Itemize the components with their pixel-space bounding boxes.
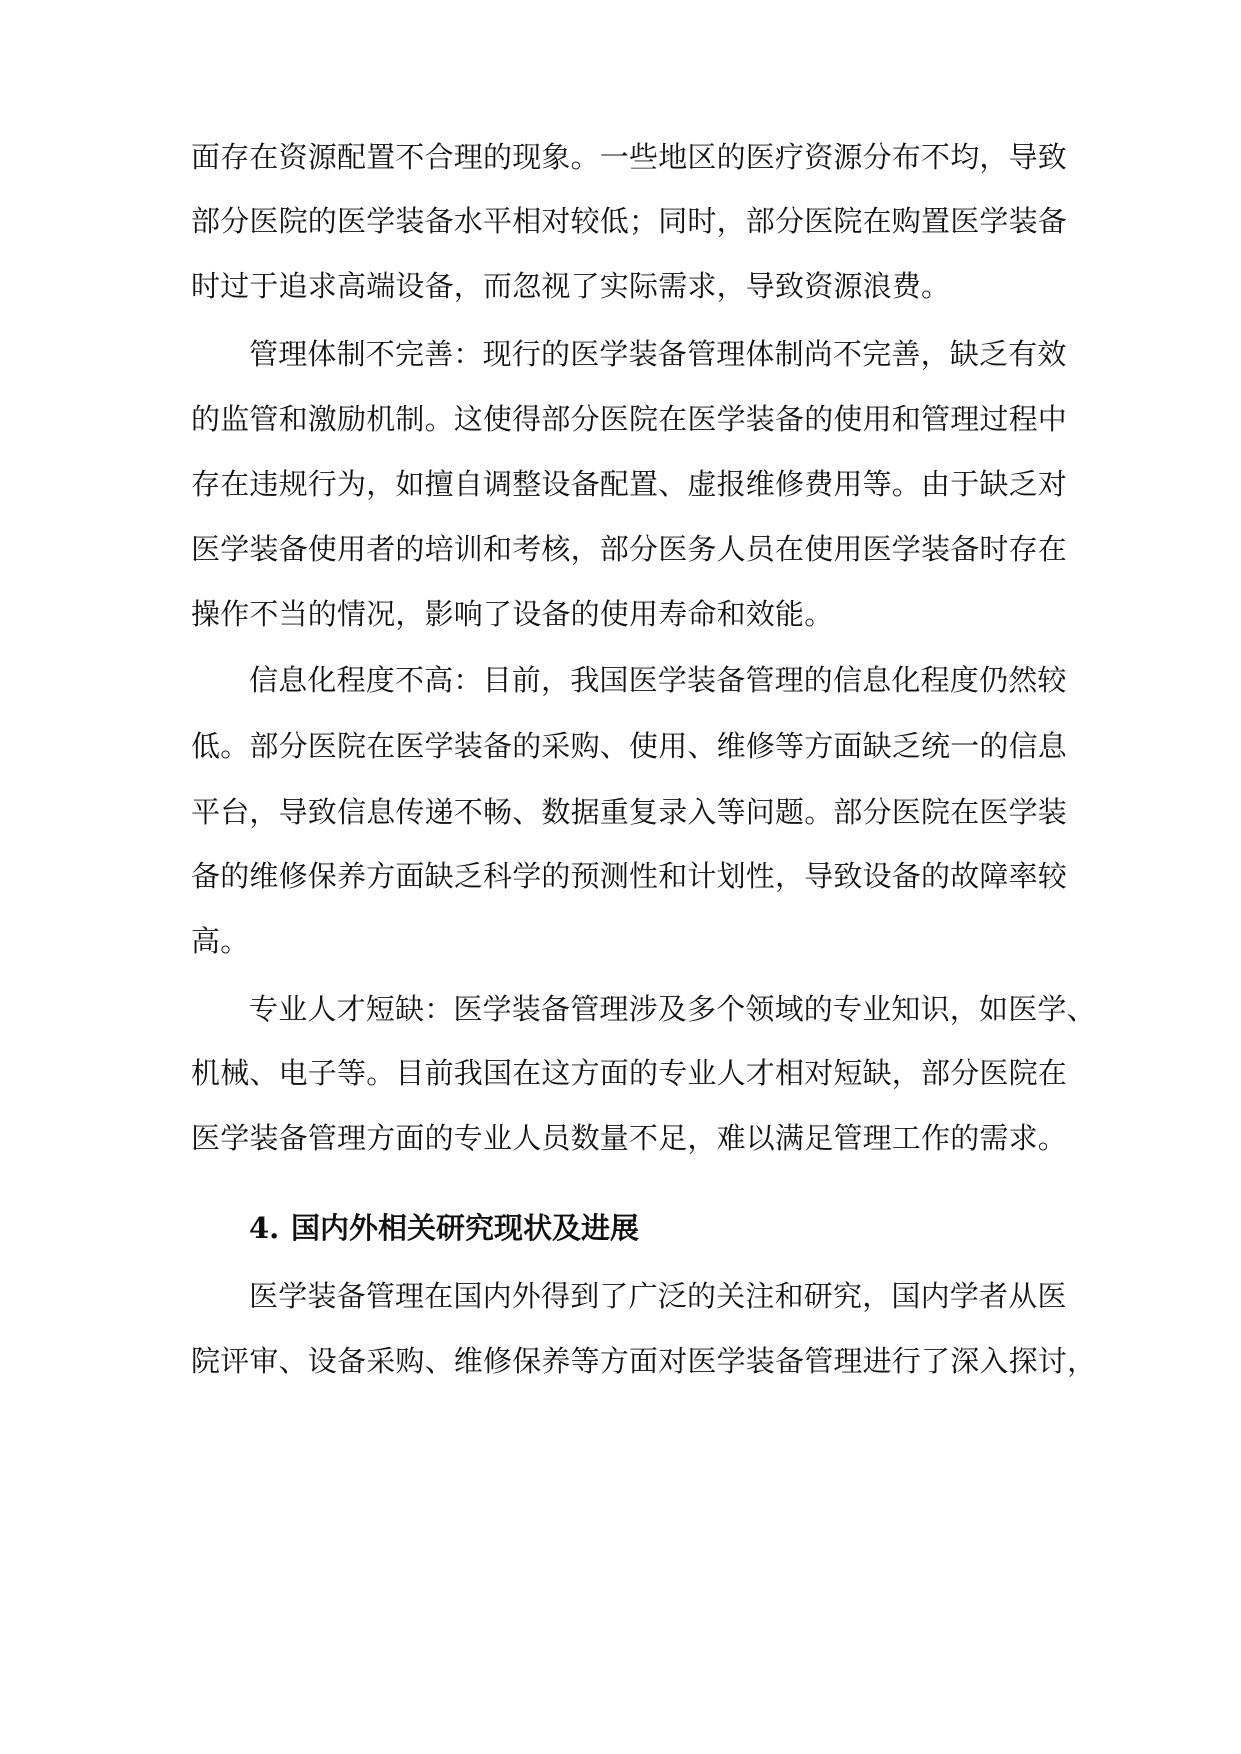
paragraph-line: 低。部分医院在医学装备的采购、使用、维修等方面缺乏统一的信息 xyxy=(191,729,1068,763)
section-number: 4. xyxy=(249,1211,280,1245)
paragraph-line: 操作不当的情况，影响了设备的使用寿命和效能。 xyxy=(191,597,834,631)
paragraph-line: 时过于追求高端设备，而忽视了实际需求，导致资源浪费。 xyxy=(191,269,951,303)
paragraph-line: 医学装备管理在国内外得到了广泛的关注和研究，国内学者从医 xyxy=(249,1279,1067,1313)
paragraph-line: 存在违规行为，如擅自调整设备配置、虚报维修费用等。由于缺乏对 xyxy=(191,467,1068,501)
paragraph-line: 机械、电子等。目前我国在这方面的专业人才相对短缺，部分医院在 xyxy=(191,1056,1068,1090)
paragraph-line: 的监管和激励机制。这使得部分医院在医学装备的使用和管理过程中 xyxy=(191,402,1068,436)
section-heading xyxy=(249,1208,669,1248)
paragraph-line: 平台，导致信息传递不畅、数据重复录入等问题。部分医院在医学装 xyxy=(191,795,1068,829)
paragraph-line: 部分医院的医学装备水平相对较低；同时，部分医院在购置医学装备 xyxy=(191,204,1068,238)
paragraph-line: 医学装备管理方面的专业人员数量不足，难以满足管理工作的需求。 xyxy=(191,1121,1068,1155)
paragraph-line: 面存在资源配置不合理的现象。一些地区的医疗资源分布不均，导致 xyxy=(191,140,1068,174)
paragraph-line: 信息化程度不高：目前，我国医学装备管理的信息化程度仍然较 xyxy=(249,663,1067,697)
paragraph-line: 管理体制不完善：现行的医学装备管理体制尚不完善，缺乏有效 xyxy=(249,337,1067,371)
paragraph-line: 备的维修保养方面缺乏科学的预测性和计划性，导致设备的故障率较 xyxy=(191,859,1068,893)
paragraph-line: 院评审、设备采购、维修保养等方面对医学装备管理进行了深入探讨， xyxy=(191,1344,1097,1378)
paragraph-line: 专业人才短缺：医学装备管理涉及多个领域的专业知识，如医学、 xyxy=(249,992,1096,1026)
section-title: 国内外相关研究现状及进展 xyxy=(291,1211,640,1245)
paragraph-line: 高。 xyxy=(191,924,250,958)
paragraph-line: 医学装备使用者的培训和考核，部分医务人员在使用医学装备时存在 xyxy=(191,532,1068,566)
